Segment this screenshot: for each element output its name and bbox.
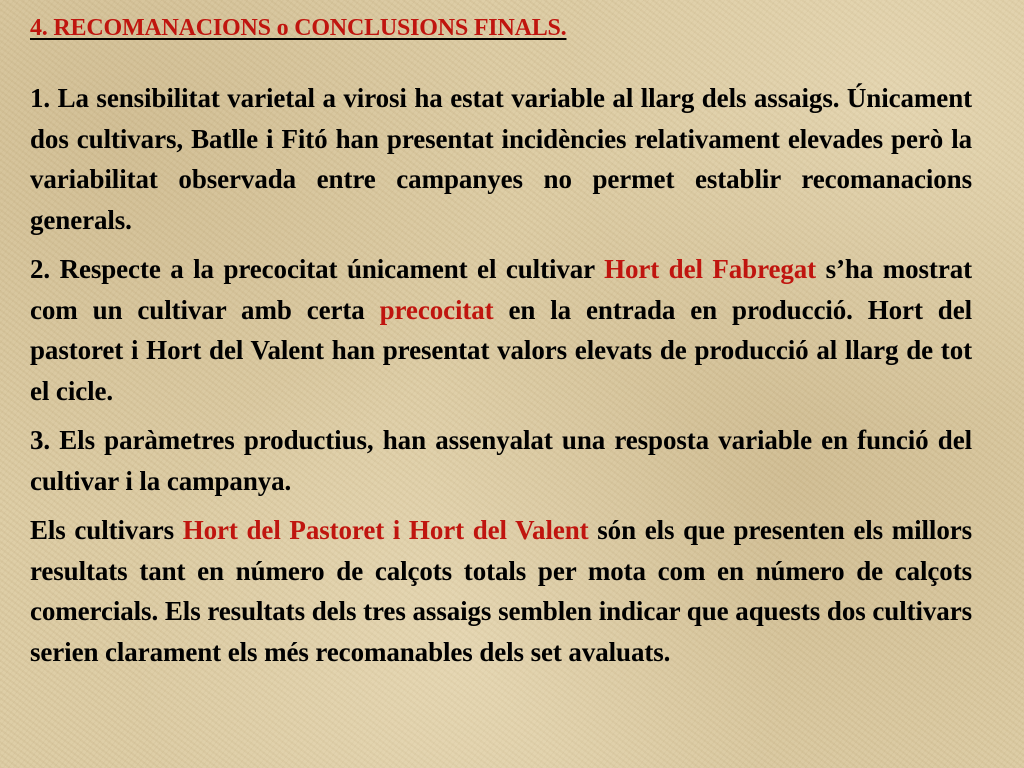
conclusion-paragraph-3	[30, 420, 972, 501]
paragraph-1-text: 1. La sensibilitat varietal a virosi ha estat variable al llarg dels assaigs. Únicament dos cultivars, Batlle i Fitó han presentat incidències relativament elevades però la variabilitat observada entre campanyes no permet establir recomanacions generals.	[30, 83, 972, 235]
paragraph-4-text-end: són els que presenten els millors resultats tant en número de calçots totals per mota com en número de calçots comercials. Els resultats dels tres assaigs semblen indicar que aquests dos cultivars serien clarament els més recomanables dels set avaluats.	[30, 515, 973, 667]
highlight-precocitat: precocitat	[379, 294, 494, 325]
paragraph-4-text-start: Els cultivars	[30, 515, 183, 545]
slide-content	[30, 8, 972, 681]
highlight-hort-del-fabregat: Hort del Fabregat	[604, 254, 817, 284]
paragraph-2-text-middle: s’ha mostrat com un cultivar amb certa	[30, 254, 972, 325]
paragraph-3-text: 3. Els paràmetres productius, han assenyalat una resposta variable en funció del cultivar i la campanya.	[30, 425, 972, 496]
section-heading: 4. RECOMANACIONS o CONCLUSIONS FINALS.	[30, 15, 567, 41]
conclusion-paragraph-1	[30, 78, 972, 240]
conclusion-paragraph-4	[30, 510, 972, 672]
paragraph-2-text-end: en la entrada en producció. Hort del pastoret i Hort del Valent han presentat valors elevats de producció al llarg de tot el cicle.	[30, 294, 972, 406]
paragraph-2-text-start: 2. Respecte a la precocitat únicament el cultivar	[30, 254, 605, 284]
conclusion-paragraph-2	[30, 249, 972, 411]
highlight-recommended-cultivars: Hort del Pastoret i Hort del Valent	[182, 515, 589, 545]
